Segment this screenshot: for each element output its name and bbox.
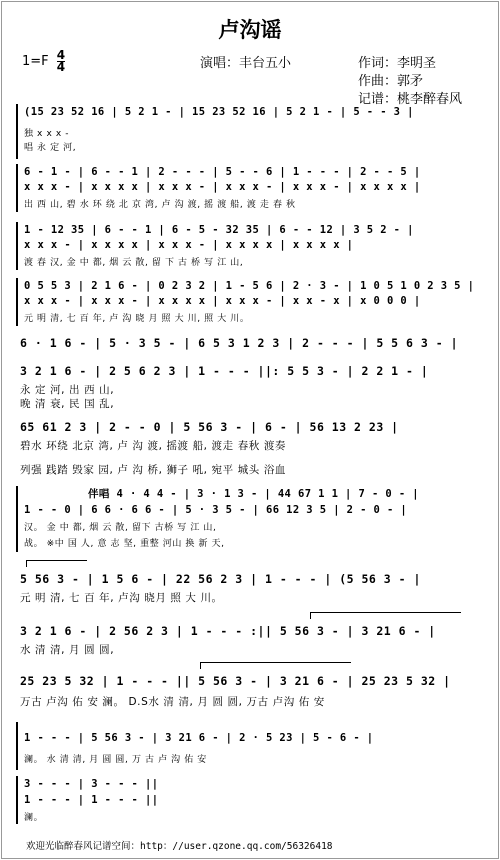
- lyrics-line: 汉。 金 中 都, 烟 云 散, 留下 古桥 写 江 山,: [24, 523, 217, 533]
- notation-line: 25 23 5 32 | 1 - - - || 5 56 3 - | 3 21 6 - | 25 23 5 32 |: [20, 674, 451, 688]
- time-bottom: 4: [56, 60, 66, 74]
- volta-bracket-3: [200, 662, 351, 669]
- lyrics-line: 战。 ※中 国 人, 意 志 坚, 重整 河山 换 新 天,: [24, 539, 225, 549]
- lyrics-line: 出 西 山, 碧 水 环 绕 北 京 湾, 卢 沟 渡, 摇 渡 船, 渡 走 春 秋: [24, 200, 296, 210]
- notation-line: 伴唱 4 · 4 4 - | 3 · 1 3 - | 44 67 1 1 | 7 - 0 - |: [88, 488, 419, 500]
- footer-text: 欢迎光临醉春风记谱空间：http：//user.qzone.qq.com/56326418: [26, 841, 333, 852]
- score-system: [16, 278, 484, 326]
- part-line: 1 - - 0 | 6 6 · 6 6 - | 5 · 3 5 - | 66 12 3 5 | 2 - 0 - |: [24, 504, 408, 516]
- notation-line: 3 2 1 6 - | 2 56 2 3 | 1 - - - :|| 5 56 3 - | 3 21 6 - |: [20, 624, 436, 638]
- lyrics-line: 水 清 清, 月 圆 圆,: [20, 644, 115, 656]
- notation-line: 65 61 2 3 | 2 - - 0 | 5 56 3 - | 6 - | 56 13 2 23 |: [20, 420, 399, 434]
- notation-line: 3 - - - | 3 - - - ||: [24, 778, 159, 790]
- notation-line: 3 2 1 6 - | 2 5 6 2 3 | 1 - - - ||: 5 5 3 - | 2 2 1 - |: [20, 364, 429, 378]
- page-title: 卢沟谣: [218, 18, 282, 42]
- volta-bracket-1: [26, 560, 87, 567]
- part-line: x x x - | x x x x | x x x - | x x x - | x x x - | x x x x |: [24, 181, 421, 193]
- score-system: [16, 486, 484, 552]
- key-label: 1=F: [22, 54, 49, 69]
- notation-line: 0 5 5 3 | 2 1 6 - | 0 2 3 2 | 1 - 5 6 | 2 · 3 - | 1 0 5 1 0 2 3 5 |: [24, 280, 475, 292]
- lyrics-line: 澜。: [24, 813, 44, 823]
- lyrics-line: 万古 卢沟 佑 安 澜。 D.S水 清 清, 月 圆 圆, 万古 卢沟 佑 安: [20, 696, 325, 708]
- notation-line: 5 56 3 - | 1 5 6 - | 22 56 2 3 | 1 - - - | (5 56 3 - |: [20, 572, 421, 586]
- lyrics-line: 碧水 环绕 北京 湾, 卢 沟 渡, 摇渡 船, 渡走 春秋 渡奏: [20, 440, 287, 452]
- lyrics-line: 列强 践踏 毁家 园, 卢 沟 桥, 狮子 吼, 宛平 城头 浴血: [20, 464, 287, 476]
- part-line: x x x - | x x x x | x x x - | x x x x | x x x x |: [24, 239, 354, 251]
- part-line: 1 - - - | 1 - - - ||: [24, 794, 159, 806]
- lyricist-credit: 作词：李明圣: [358, 56, 437, 71]
- score-system: [16, 104, 484, 159]
- part-line: x x x - | x x x - | x x x x | x x x - | x x - x | x 0 0 0 |: [24, 295, 421, 307]
- notation-line: (15 23 52 16 | 5 2 1 - | 15 23 52 16 | 5 2 1 - | 5 - - 3 |: [24, 106, 414, 118]
- notation-line: 6 · 1 6 - | 5 · 3 5 - | 6 5 3 1 2 3 | 2 - - - | 5 5 6 3 - |: [20, 336, 458, 350]
- key-signature: [22, 50, 65, 73]
- score-system: [16, 222, 484, 270]
- volta-bracket-2: [310, 612, 461, 619]
- lyrics-line: 渡 春 汉, 金 中 都, 烟 云 散, 留 下 古 桥 写 江 山,: [24, 258, 244, 268]
- notation-line: 1 - 12 35 | 6 - - 1 | 6 - 5 - 32 35 | 6 - - 12 | 3 5 2 - |: [24, 224, 414, 236]
- lyrics-line: 澜。 水 清 清, 月 圆 圆, 万 古 卢 沟 佑 安: [24, 755, 207, 765]
- score-system: [16, 164, 484, 212]
- lyrics-line: 独 x x x -: [24, 129, 70, 139]
- transcriber-credit: 记谱：桃李醉春风: [358, 92, 463, 107]
- lyrics-line: 永 定 河, 出 西 山,: [20, 384, 115, 396]
- score-system: [16, 722, 484, 770]
- score-system: [16, 776, 168, 824]
- lyrics-line: 元 明 清, 七 百 年, 卢沟 晓月 照 大 川。: [20, 592, 223, 604]
- lyrics-line: 唱 永 定 河,: [24, 143, 77, 153]
- lyrics-line: 元 明 清, 七 百 年, 卢 沟 晓 月 照 大 川, 照 大 川。: [24, 314, 250, 324]
- singer-credit: 演唱：丰台五小: [200, 56, 292, 71]
- composer-credit: 作曲：郭矛: [358, 74, 424, 89]
- notation-line: 6 - 1 - | 6 - - 1 | 2 - - - | 5 - - 6 | 1 - - - | 2 - - 5 |: [24, 166, 421, 178]
- time-top: 4: [56, 48, 66, 62]
- lyrics-line: 晚 清 衰, 民 国 乱,: [20, 398, 115, 410]
- notation-line: 1 - - - | 5 56 3 - | 3 21 6 - | 2 · 5 23 | 5 - 6 - |: [24, 732, 374, 744]
